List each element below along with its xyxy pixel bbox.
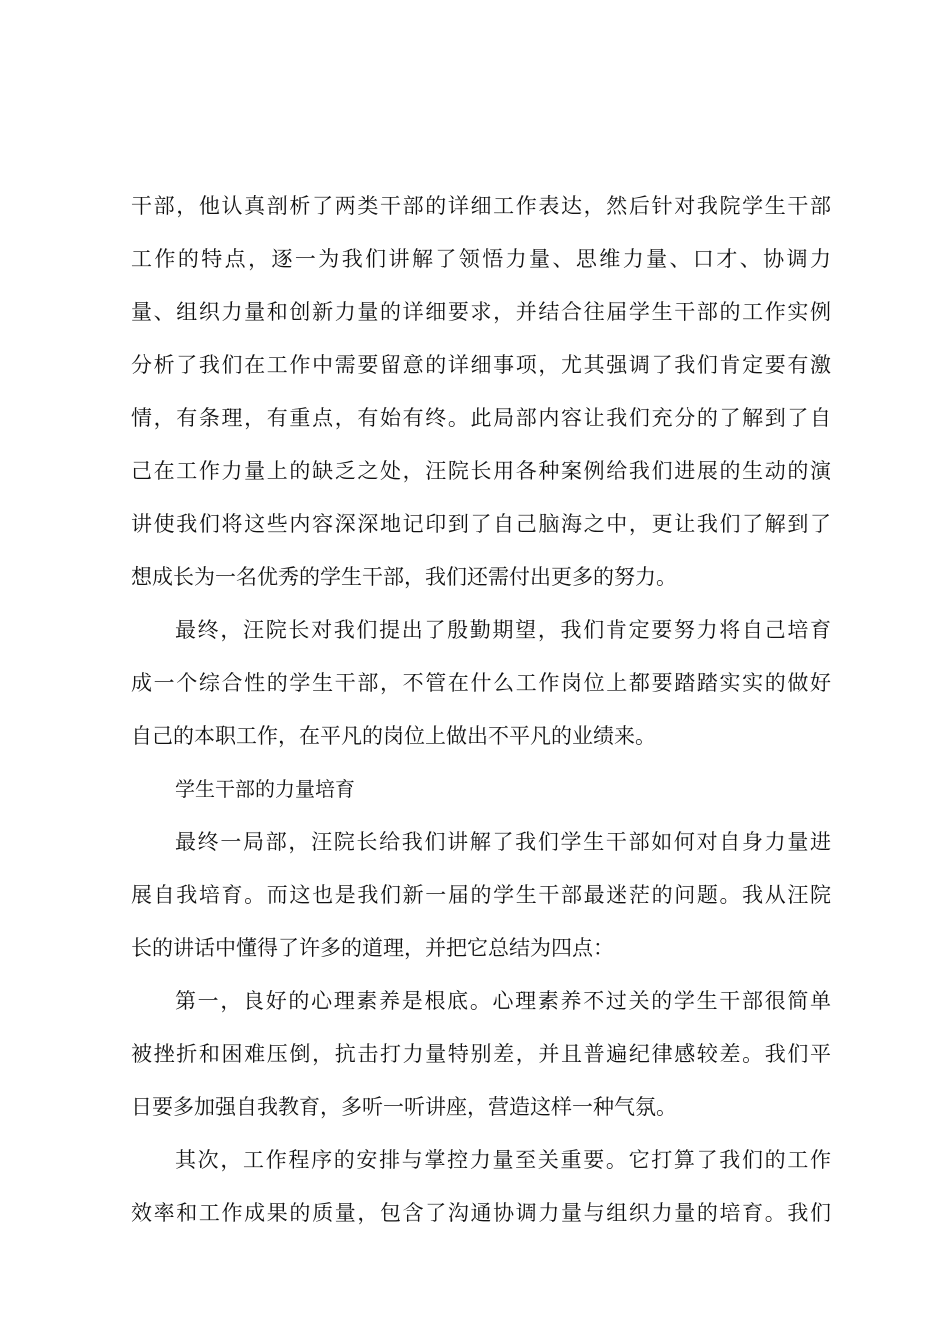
paragraph-line: 工作的特点，逐一为我们讲解了领悟力量、思维力量、口才、协调力 [131,247,831,271]
paragraph-line: 己在工作力量上的缺乏之处，汪院长用各种案例给我们进展的生动的演 [131,459,831,483]
paragraph-line: 量、组织力量和创新力量的详细要求，并结合往届学生干部的工作实例 [131,300,831,324]
paragraph-line: 成一个综合性的学生干部，不管在什么工作岗位上都要踏踏实实的做好 [131,671,831,695]
paragraph-line: 第一，良好的心理素养是根底。心理素养不过关的学生干部很简单 [175,989,831,1013]
paragraph-line: 想成长为一名优秀的学生干部，我们还需付出更多的努力。 [131,565,677,589]
paragraph-line: 最终一局部，汪院长给我们讲解了我们学生干部如何对自身力量进 [175,830,831,854]
paragraph-line: 干部，他认真剖析了两类干部的详细工作表达，然后针对我院学生干部 [131,194,831,218]
paragraph-line: 长的讲话中懂得了许多的道理，并把它总结为四点： [131,936,614,960]
paragraph-line: 分析了我们在工作中需要留意的详细事项，尤其强调了我们肯定要有激 [131,353,831,377]
paragraph-line: 效率和工作成果的质量，包含了沟通协调力量与组织力量的培育。我们 [131,1201,831,1225]
paragraph-line: 自己的本职工作，在平凡的岗位上做出不平凡的业绩来。 [131,724,656,748]
paragraph-line: 情，有条理，有重点，有始有终。此局部内容让我们充分的了解到了自 [131,406,831,430]
paragraph-line: 被挫折和困难压倒，抗击打力量特别差，并且普遍纪律感较差。我们平 [131,1042,831,1066]
paragraph-line: 日要多加强自我教育，多听一听讲座，营造这样一种气氛。 [131,1095,677,1119]
paragraph-line: 讲使我们将这些内容深深地记印到了自己脑海之中，更让我们了解到了 [131,512,831,536]
paragraph-line: 展自我培育。而这也是我们新一届的学生干部最迷茫的问题。我从汪院 [131,883,831,907]
paragraph-line: 最终，汪院长对我们提出了殷勤期望，我们肯定要努力将自己培育 [175,618,831,642]
paragraph-line: 其次，工作程序的安排与掌控力量至关重要。它打算了我们的工作 [175,1148,831,1172]
section-heading: 学生干部的力量培育 [175,777,355,801]
